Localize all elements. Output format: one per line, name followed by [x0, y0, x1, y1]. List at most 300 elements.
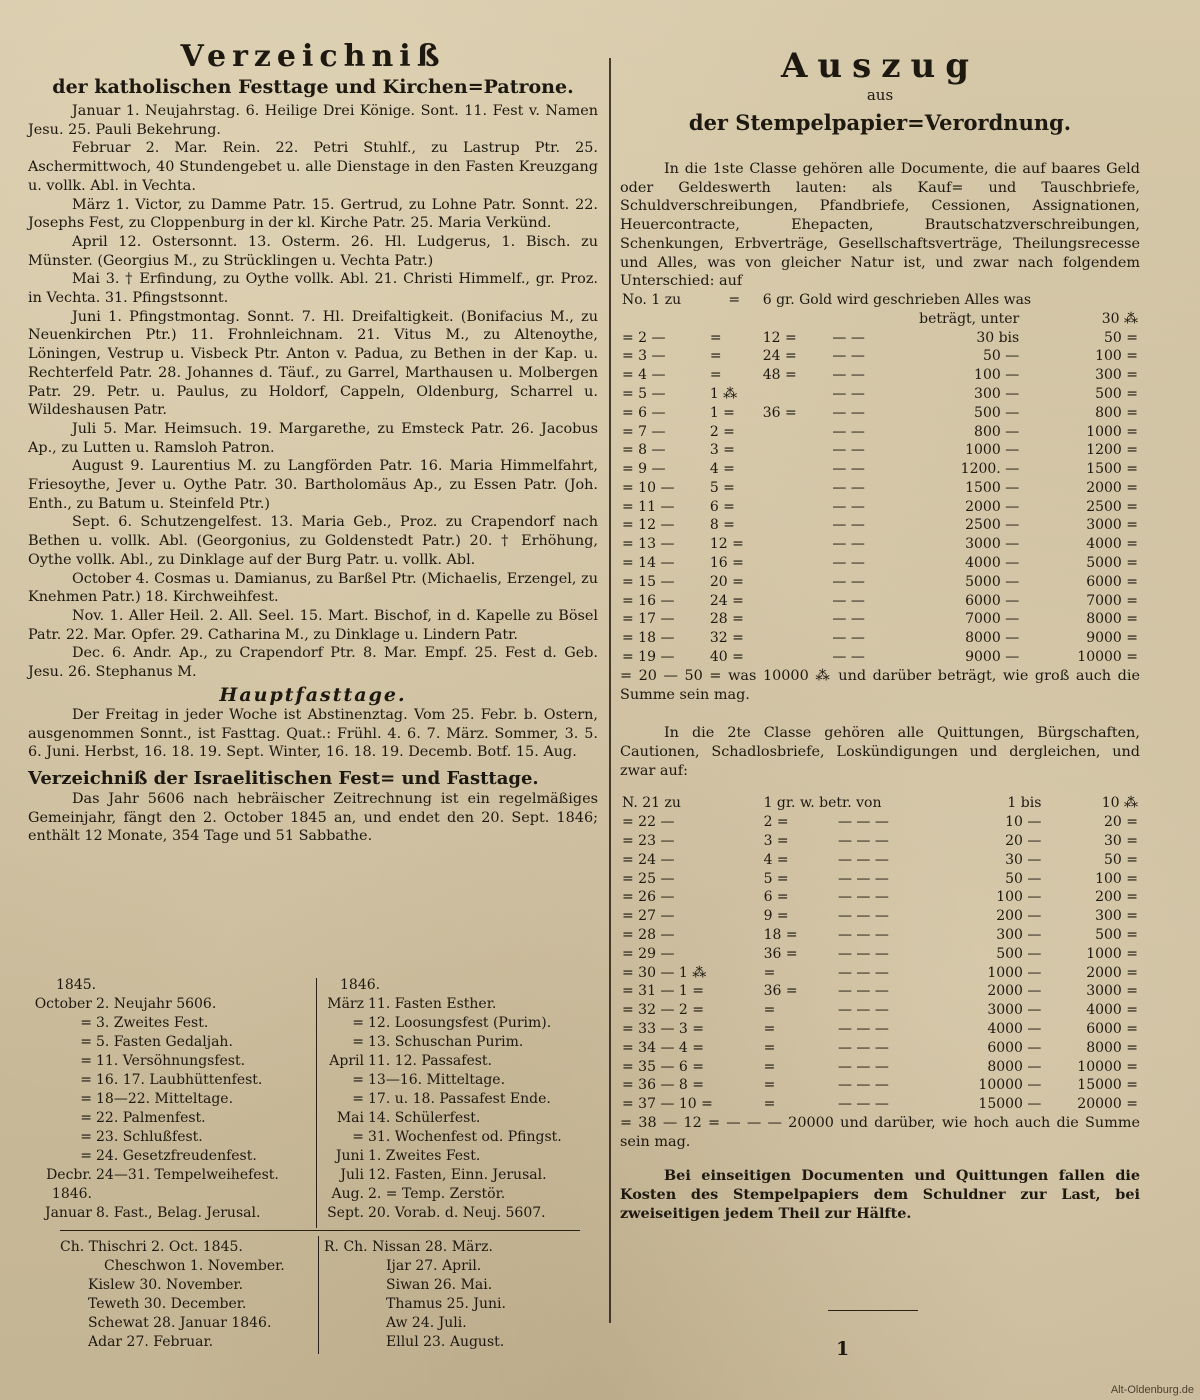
table-cell: =: [763, 1020, 776, 1037]
table-cell: [761, 629, 831, 648]
table-cell: = 4 —: [622, 367, 666, 384]
table-cell: 1500 —: [965, 479, 1020, 496]
hebrew-month: Schewat 28. Januar 1846.: [88, 1315, 272, 1331]
table-cell: — —: [832, 630, 865, 647]
table-cell: 500 =: [1095, 385, 1138, 402]
table-cell: — —: [832, 555, 865, 572]
table-cell: 500 —: [974, 404, 1020, 421]
table-cell: 500 =: [1095, 926, 1138, 943]
table-cell: — — —: [837, 870, 889, 887]
class2-table: [620, 794, 1140, 1114]
table-row: [620, 535, 1140, 554]
calendar-row: Decbr. 24—31. Tempelweihefest.: [46, 1167, 279, 1183]
table-cell: 50 =: [1104, 329, 1138, 346]
table-cell: 4 =: [763, 851, 789, 868]
table-row: [620, 813, 1140, 832]
watermark: Alt-Oldenburg.de: [1110, 1384, 1194, 1396]
table-cell: 7000 =: [1086, 592, 1138, 609]
table-cell: =: [763, 1039, 776, 1056]
table-cell: — —: [832, 329, 865, 346]
table-cell: [761, 423, 831, 442]
calendar-row: April 11. 12. Passafest.: [329, 1053, 493, 1069]
table-row: [620, 888, 1140, 907]
calendar-row: März 11. Fasten Esther.: [327, 996, 497, 1012]
table-row: [620, 404, 1140, 423]
table-cell: 4 =: [709, 461, 735, 478]
table-cell: — —: [832, 517, 865, 534]
table-cell: 2000 =: [1086, 964, 1138, 981]
calendar-row: = 11. Versöhnungsfest.: [80, 1053, 246, 1069]
table-row: [620, 1001, 1140, 1020]
table-cell: — — —: [837, 1039, 889, 1056]
table-cell: 9 =: [763, 908, 789, 925]
class2-last-row: = 38 — 12 = — — — 20000 und darüber, wie hoch auch die Summe sein mag.: [620, 1114, 1140, 1150]
closing-note: Bei einseitigen Documenten und Quittungen fallen die Kosten des Stempelpapiers dem Schuldner zur Last, bei zweiseitigen jedem Theil zur Hälfte.: [620, 1167, 1140, 1222]
month-entry: October 4. Cosmas u. Damianus, zu Barßel Ptr. (Michaelis, Erzengel, zu Knehmen Patr.) 18. Kirchweihfest.: [28, 570, 598, 606]
table-cell: [761, 516, 831, 535]
right-column: [620, 40, 1140, 1223]
table-cell: 300 =: [1095, 908, 1138, 925]
table-cell: 3 =: [763, 832, 789, 849]
table-cell: — —: [832, 649, 865, 666]
class1-intro: In die 1ste Classe gehören alle Documente, die auf baares Geld oder Geldeswerth lauten: als Kauf= und Tauschbriefe, Schuldverschreibungen, Pfandbriefe, Cessionen, Assignationen, Heuercontracte, Ehepacten, Brautschatzverschreibungen, Schenkungen, Erbverträge, Gesellschaftsverträge, Theilungsrecesse und Alles, was von gleicher Natur ist, und zwar nach folgendem Unterschied: auf: [620, 161, 1140, 290]
table-cell: = 10 —: [622, 479, 675, 496]
table-cell: 4000 —: [965, 555, 1020, 572]
hebrew-month: Teweth 30. December.: [88, 1296, 247, 1312]
table-cell: — —: [832, 348, 865, 365]
table-row: [620, 460, 1140, 479]
table-cell: 28 =: [709, 611, 744, 628]
calendar-row: = 13—16. Mitteltage.: [352, 1072, 506, 1088]
table-cell: = 13 —: [622, 536, 675, 553]
table-cell: = 26 —: [622, 889, 675, 906]
left-column: [28, 40, 598, 846]
table-cell: = 36 — 8 =: [622, 1077, 704, 1094]
table-row: [620, 498, 1140, 517]
table-cell: 48 =: [762, 367, 797, 384]
table-cell: 10 —: [1005, 814, 1042, 831]
calendar-row: = 5. Fasten Gedaljah.: [80, 1034, 233, 1050]
table-cell: — —: [832, 479, 865, 496]
table-cell: 50 —: [982, 348, 1020, 365]
table-cell: 3000 =: [1086, 517, 1138, 534]
table-cell: — —: [832, 385, 865, 402]
table-cell: 100 =: [1095, 870, 1138, 887]
table-cell: 300 =: [1095, 367, 1138, 384]
table-cell: 300 —: [974, 385, 1020, 402]
hebrew-month: Adar 27. Februar.: [88, 1334, 214, 1350]
fast-days-text: Der Freitag in jeder Woche ist Abstinenztag. Vom 25. Febr. b. Ostern, ausgenommen Sonnt., ist Fasttag. Quat.: Frühl. 4. 6. 7. März. Sommer, 3. 5. 6. Juni. Herbst, 16. 18. 19. Sept. Winter, 16. 18. 19. Decemb. Botf. 15. Aug.: [28, 706, 598, 761]
table-cell: [761, 573, 831, 592]
hebrew-month: Aw 24. Juli.: [386, 1315, 467, 1331]
table-cell: 24 =: [709, 592, 744, 609]
table-cell: 24 =: [762, 348, 797, 365]
table-row: [620, 329, 1140, 348]
table-cell: — — —: [837, 889, 889, 906]
table-cell: — — —: [837, 1002, 889, 1019]
table-cell: 6 =: [763, 889, 789, 906]
table-row: [620, 1076, 1140, 1095]
table-cell: 50 —: [1005, 870, 1042, 887]
table-cell: [761, 610, 831, 629]
calendar-year: 1846.: [340, 977, 381, 993]
table-cell: 15000 —: [978, 1096, 1042, 1113]
table-cell: 12 =: [762, 329, 797, 346]
table-cell: 50 =: [1104, 851, 1138, 868]
table-cell: [761, 648, 831, 667]
table-cell: [761, 460, 831, 479]
calendar-row: = 22. Palmenfest.: [80, 1110, 206, 1126]
table-cell: 6000 =: [1086, 1020, 1138, 1037]
table-cell: — —: [832, 611, 865, 628]
table-cell: — —: [832, 367, 865, 384]
table-row: [620, 441, 1140, 460]
stamp-aus: aus: [866, 86, 894, 104]
table-row: [620, 366, 1140, 385]
table-row: [620, 851, 1140, 870]
table-cell: = 6 —: [622, 404, 666, 421]
table-cell: 6000 —: [965, 592, 1020, 609]
table-cell: = 12 —: [622, 517, 675, 534]
table-row: beträgt, unter 30 ⁂: [919, 310, 1138, 327]
calendar-row: October 2. Neujahr 5606.: [34, 996, 217, 1012]
calendar-row: Mai 14. Schülerfest.: [336, 1110, 481, 1126]
table-cell: — — —: [837, 851, 889, 868]
table-cell: 5000 =: [1086, 555, 1138, 572]
table-cell: = 27 —: [622, 908, 675, 925]
table-cell: 9000 —: [965, 649, 1020, 666]
table-cell: =: [763, 964, 776, 981]
month-entry: April 12. Ostersonnt. 13. Osterm. 26. Hl. Ludgerus, 1. Bisch. zu Münster. (Georgius M., zu Strücklingen u. Vechta Patr.): [28, 233, 598, 269]
table-cell: 8000 —: [987, 1058, 1042, 1075]
table-cell: — — —: [837, 1020, 889, 1037]
month-list: [28, 102, 598, 682]
table-cell: 8 =: [709, 517, 735, 534]
table-row: [620, 629, 1140, 648]
table-cell: = 32 — 2 =: [622, 1002, 704, 1019]
table-cell: 1000 =: [1086, 423, 1138, 440]
table-cell: 1500 =: [1086, 461, 1138, 478]
table-cell: 16 =: [709, 555, 744, 572]
table-cell: = 30 — 1 ⁂: [622, 964, 707, 981]
table-cell: 5 =: [709, 479, 735, 496]
table-cell: 4000 =: [1086, 536, 1138, 553]
table-cell: 10000 —: [978, 1077, 1042, 1094]
table-row: [620, 592, 1140, 611]
table-row: [620, 610, 1140, 629]
table-cell: 500 —: [996, 945, 1042, 962]
table-cell: 2 =: [709, 423, 735, 440]
table-cell: = 25 —: [622, 870, 675, 887]
table-cell: 1000 —: [987, 964, 1042, 981]
table-cell: 100 —: [974, 367, 1020, 384]
table-cell: 2000 —: [987, 983, 1042, 1000]
table-row: [620, 945, 1140, 964]
table-cell: = 18 —: [622, 630, 675, 647]
calendar-row: = 24. Gesetzfreudenfest.: [80, 1148, 257, 1164]
table-cell: 20 —: [1005, 832, 1042, 849]
table-cell: 30 —: [1005, 851, 1042, 868]
table-cell: [761, 554, 831, 573]
table-cell: 9000 =: [1086, 630, 1138, 647]
table-cell: 3000 —: [965, 536, 1020, 553]
table-row: [620, 982, 1140, 1001]
table-cell: = 2 —: [622, 329, 666, 346]
table-cell: 10000 =: [1077, 1058, 1138, 1075]
table-cell: = 7 —: [622, 423, 666, 440]
calendar-row: = 23. Schlußfest.: [80, 1129, 203, 1145]
table-cell: 6 =: [709, 498, 735, 515]
table-cell: = 34 — 4 =: [622, 1039, 704, 1056]
table-row: [620, 1095, 1140, 1114]
table-cell: [761, 385, 831, 404]
month-entry: Juni 1. Pfingstmontag. Sonnt. 7. Hl. Dreifaltigkeit. (Bonifacius M., zu Neuenkirchen Ptr.) 11. Frohnleichnam. 21. Vitus M., zu Altenoythe, Löningen, Vestrup u. Visbeck Ptr. Anton v. Padua, zu Bethen in der Kap. u. Rechterfeld Patr. 28. Johannes d. Täuf., zu Garrel, Marthausen u. Molbergen Patr. 29. Petr. u. Paulus, zu Holdorf, Cappeln, Oldenburg, Scharrel u. Wildeshausen Patr.: [28, 308, 598, 419]
table-cell: 32 =: [709, 630, 744, 647]
table-row: [620, 964, 1140, 983]
table-row: N. 21 zu 1 gr. w. betr. von 1 bis 10 ⁂: [622, 795, 1138, 812]
table-cell: — — —: [837, 814, 889, 831]
table-cell: = 33 — 3 =: [622, 1020, 704, 1037]
table-cell: 2500 —: [965, 517, 1020, 534]
table-cell: 1000 —: [965, 442, 1020, 459]
class2-intro: In die 2te Classe gehören alle Quittungen, Bürgschaften, Cautionen, Schadlosbriefe, Loskündigungen und dergleichen, und zwar auf:: [620, 725, 1140, 779]
month-entry: Sept. 6. Schutzengelfest. 13. Maria Geb., Proz. zu Crapendorf nach Bethen u. vollk. Abl. (Georgonius, zu Goldenstedt Patr.) 20. † Erhöhung, Oythe vollk. Abl., zu Dinklage auf der Burg Patr. u. vollk. Abl.: [28, 514, 598, 568]
hebrew-month: Ch. Thischri 2. Oct. 1845.: [60, 1239, 243, 1255]
israelite-intro: Das Jahr 5606 nach hebräischer Zeitrechnung ist ein regelmäßiges Gemeinjahr, fängt den 2. October 1845 an, und endet den 20. Sept. 1846; enthält 12 Monate, 354 Tage und 51 Sabbathe.: [28, 790, 598, 845]
month-entry: Nov. 1. Aller Heil. 2. All. Seel. 15. Mart. Bischof, in d. Kapelle zu Bösel Patr. 22. Mar. Opfer. 29. Catharina M., zu Dinklage u. Lindern Patr.: [28, 607, 598, 643]
calendar-year: 1845.: [56, 977, 97, 993]
table-cell: 5000 —: [965, 573, 1020, 590]
table-cell: = 8 —: [622, 442, 666, 459]
table-row: [620, 516, 1140, 535]
table-cell: 800 —: [974, 423, 1020, 440]
table-cell: 30 =: [1104, 832, 1138, 849]
calendar-row: Aug. 2. = Temp. Zerstör.: [331, 1186, 506, 1202]
table-cell: 2500 =: [1086, 498, 1138, 515]
table-row: [620, 479, 1140, 498]
table-cell: [761, 535, 831, 554]
table-row: [620, 1039, 1140, 1058]
table-cell: — —: [832, 442, 865, 459]
table-cell: 8000 —: [965, 630, 1020, 647]
hebrew-month: Ijar 27. April.: [386, 1258, 482, 1274]
table-cell: = 16 —: [622, 592, 675, 609]
hebrew-month: Cheschwon 1. November.: [104, 1258, 285, 1274]
table-cell: 36 =: [762, 404, 797, 421]
table-cell: = 19 —: [622, 649, 675, 666]
table-cell: [761, 498, 831, 517]
table-cell: 10000 =: [1077, 649, 1138, 666]
fast-days-heading: Hauptfasttage.: [219, 683, 407, 706]
closing-rule: [828, 1310, 918, 1311]
table-cell: — —: [832, 498, 865, 515]
table-cell: — — —: [837, 926, 889, 943]
table-cell: — —: [832, 423, 865, 440]
month-entry: März 1. Victor, zu Damme Patr. 15. Gertrud, zu Lohne Patr. Sonnt. 22. Josephs Fest, zu Cloppenburg in der kl. Kirche Patr. 25. Maria Verkünd.: [28, 196, 598, 232]
table-cell: 4000 =: [1086, 1002, 1138, 1019]
table-cell: 20000 =: [1077, 1096, 1138, 1113]
table-cell: — — —: [837, 983, 889, 1000]
table-cell: =: [709, 367, 722, 384]
table-cell: 100 =: [1095, 348, 1138, 365]
table-cell: = 3 —: [622, 348, 666, 365]
table-cell: 3 =: [709, 442, 735, 459]
table-cell: — — —: [837, 945, 889, 962]
table-cell: = 37 — 10 =: [622, 1096, 713, 1113]
table-cell: =: [763, 1058, 776, 1075]
table-cell: 8000 =: [1086, 611, 1138, 628]
table-cell: =: [763, 1077, 776, 1094]
table-cell: 1200. —: [960, 461, 1020, 478]
table-row: [620, 926, 1140, 945]
table-cell: 2000 =: [1086, 479, 1138, 496]
hebrew-months-divider: [318, 1236, 319, 1354]
month-entry: Juli 5. Mar. Heimsuch. 19. Margarethe, zu Emsteck Patr. 26. Jacobus Ap., zu Lutten u. Ramsloh Patron.: [28, 420, 598, 456]
class1-last-row: = 20 — 50 = was 10000 ⁂ und darüber beträgt, wie groß auch die Summe sein mag.: [620, 667, 1140, 703]
hebrew-months-left: [60, 1238, 320, 1352]
table-cell: 36 =: [763, 945, 798, 962]
table-cell: 7000 —: [965, 611, 1020, 628]
table-cell: 30 bis: [976, 329, 1020, 346]
table-cell: 36 =: [763, 983, 798, 1000]
table-cell: 15000 =: [1077, 1077, 1138, 1094]
month-entry: Januar 1. Neujahrstag. 6. Heilige Drei Könige. Sont. 11. Fest v. Namen Jesu. 25. Pauli Bekehrung.: [28, 103, 598, 138]
table-cell: = 9 —: [622, 461, 666, 478]
table-cell: 1200 =: [1086, 442, 1138, 459]
catholic-title: Verzeichniß: [180, 39, 446, 74]
table-row: [620, 573, 1140, 592]
calendar-row: = 18—22. Mitteltage.: [80, 1091, 234, 1107]
month-entry: Dec. 6. Andr. Ap., zu Crapendorf Ptr. 8. Mar. Empf. 25. Fest d. Geb. Jesu. 26. Stephanus M.: [28, 645, 598, 681]
table-cell: 8000 =: [1086, 1039, 1138, 1056]
calendar-row: 1846.: [51, 1186, 92, 1202]
table-cell: 20 =: [1104, 814, 1138, 831]
calendar-row: = 16. 17. Laubhüttenfest.: [80, 1072, 263, 1088]
table-cell: 5 =: [763, 870, 789, 887]
column-divider: [609, 58, 611, 1323]
table-cell: = 29 —: [622, 945, 675, 962]
table-cell: — — —: [837, 1077, 889, 1094]
table-cell: 4000 —: [987, 1020, 1042, 1037]
table-cell: 1000 =: [1086, 945, 1138, 962]
table-cell: [761, 441, 831, 460]
table-cell: =: [763, 1096, 776, 1113]
table-cell: = 22 —: [622, 814, 675, 831]
table-cell: 3000 —: [987, 1002, 1042, 1019]
table-cell: = 14 —: [622, 555, 675, 572]
calendar-row: Sept. 20. Vorab. d. Neuj. 5607.: [327, 1205, 546, 1221]
hebrew-month: Siwan 26. Mai.: [386, 1277, 493, 1293]
table-cell: — —: [832, 404, 865, 421]
calendar-row: = 3. Zweites Fest.: [80, 1015, 209, 1031]
israelite-heading: Verzeichniß der Israelitischen Fest= und Fasttage.: [28, 767, 539, 789]
table-row: [620, 423, 1140, 442]
table-cell: =: [709, 348, 722, 365]
table-cell: =: [709, 329, 722, 346]
table-cell: 40 =: [709, 649, 744, 666]
table-cell: = 31 — 1 =: [622, 983, 704, 1000]
page-number: 1: [836, 1338, 850, 1360]
hebrew-month: Kislew 30. November.: [88, 1277, 244, 1293]
table-cell: = 15 —: [622, 573, 675, 590]
table-cell: — — —: [837, 1058, 889, 1075]
month-entry: August 9. Laurentius M. zu Langförden Patr. 16. Maria Himmelfahrt, Friesoythe, Jever u. Oythe Patr. 30. Bartholomäus Ap., zu Essen Patr. (Joh. Enth., zu Batum u. Steinfeld Ptr.): [28, 458, 598, 512]
table-row: [620, 648, 1140, 667]
table-cell: 6000 =: [1086, 573, 1138, 590]
table-row: [620, 1020, 1140, 1039]
table-cell: 200 —: [996, 908, 1042, 925]
israelite-calendar-1845: [28, 976, 318, 1223]
table-cell: — — —: [837, 1096, 889, 1113]
table-row: No. 1 zu = 6 gr. Gold wird geschrieben Alles was: [622, 291, 1032, 308]
table-cell: — — —: [837, 908, 889, 925]
table-row: [620, 347, 1140, 366]
table-cell: 100 —: [996, 889, 1042, 906]
israelite-calendar-1846: [300, 976, 600, 1223]
table-cell: 300 —: [996, 926, 1042, 943]
table-cell: — —: [832, 536, 865, 553]
table-cell: 20 =: [709, 573, 744, 590]
table-cell: 18 =: [763, 926, 798, 943]
hebrew-month: Thamus 25. Juni.: [386, 1296, 506, 1312]
table-cell: 2 =: [763, 814, 789, 831]
table-cell: — —: [832, 592, 865, 609]
table-cell: 1 ⁂: [709, 385, 738, 402]
table-cell: =: [763, 1002, 776, 1019]
calendar-row: = 12. Loosungsfest (Purim).: [352, 1015, 552, 1031]
table-cell: 6000 —: [987, 1039, 1042, 1056]
table-cell: = 24 —: [622, 851, 675, 868]
stamp-title: Auszug: [780, 46, 980, 86]
table-cell: — — —: [837, 964, 889, 981]
table-cell: 1 =: [709, 404, 735, 421]
table-cell: [761, 479, 831, 498]
calendar-bottom-rule: [60, 1230, 580, 1231]
table-cell: 12 =: [709, 536, 744, 553]
catholic-subtitle: der katholischen Festtage und Kirchen=Patrone.: [52, 76, 574, 98]
calendar-row: = 13. Schuschan Purim.: [352, 1034, 524, 1050]
table-cell: 3000 =: [1086, 983, 1138, 1000]
calendar-row: = 31. Wochenfest od. Pfingst.: [352, 1129, 562, 1145]
calendar-row: Januar 8. Fast., Belag. Jerusal.: [44, 1205, 261, 1221]
table-cell: = 5 —: [622, 385, 666, 402]
table-cell: — —: [832, 461, 865, 478]
month-entry: Mai 3. † Erfindung, zu Oythe vollk. Abl. 21. Christi Himmelf., gr. Proz. in Vechta. 31. Pfingstsonnt.: [28, 271, 598, 307]
table-cell: = 35 — 6 =: [622, 1058, 704, 1075]
stamp-subtitle: der Stempelpapier=Verordnung.: [688, 110, 1072, 135]
table-row: [620, 385, 1140, 404]
calendar-row: = 17. u. 18. Passafest Ende.: [352, 1091, 551, 1107]
table-cell: = 11 —: [622, 498, 675, 515]
month-entry: Februar 2. Mar. Rein. 22. Petri Stuhlf., zu Lastrup Ptr. 25. Aschermittwoch, 40 Stundengebet u. alle Dienstage in den Fasten Kreuzgang u. vollk. Abl. in Vechta.: [28, 140, 598, 194]
hebrew-month: Ellul 23. August.: [386, 1334, 505, 1350]
hebrew-month: R. Ch. Nissan 28. März.: [324, 1239, 493, 1255]
table-row: [620, 907, 1140, 926]
table-cell: = 28 —: [622, 926, 675, 943]
table-row: [620, 832, 1140, 851]
table-cell: [761, 592, 831, 611]
table-row: [620, 1058, 1140, 1077]
calendar-row: Juni 1. Zweites Fest.: [335, 1148, 481, 1164]
table-row: [620, 554, 1140, 573]
table-cell: = 17 —: [622, 611, 675, 628]
class1-table: [620, 291, 1140, 667]
hebrew-months-right: [324, 1238, 584, 1352]
table-cell: 2000 —: [965, 498, 1020, 515]
table-cell: = 23 —: [622, 832, 675, 849]
table-cell: 200 =: [1095, 889, 1138, 906]
table-row: [620, 870, 1140, 889]
